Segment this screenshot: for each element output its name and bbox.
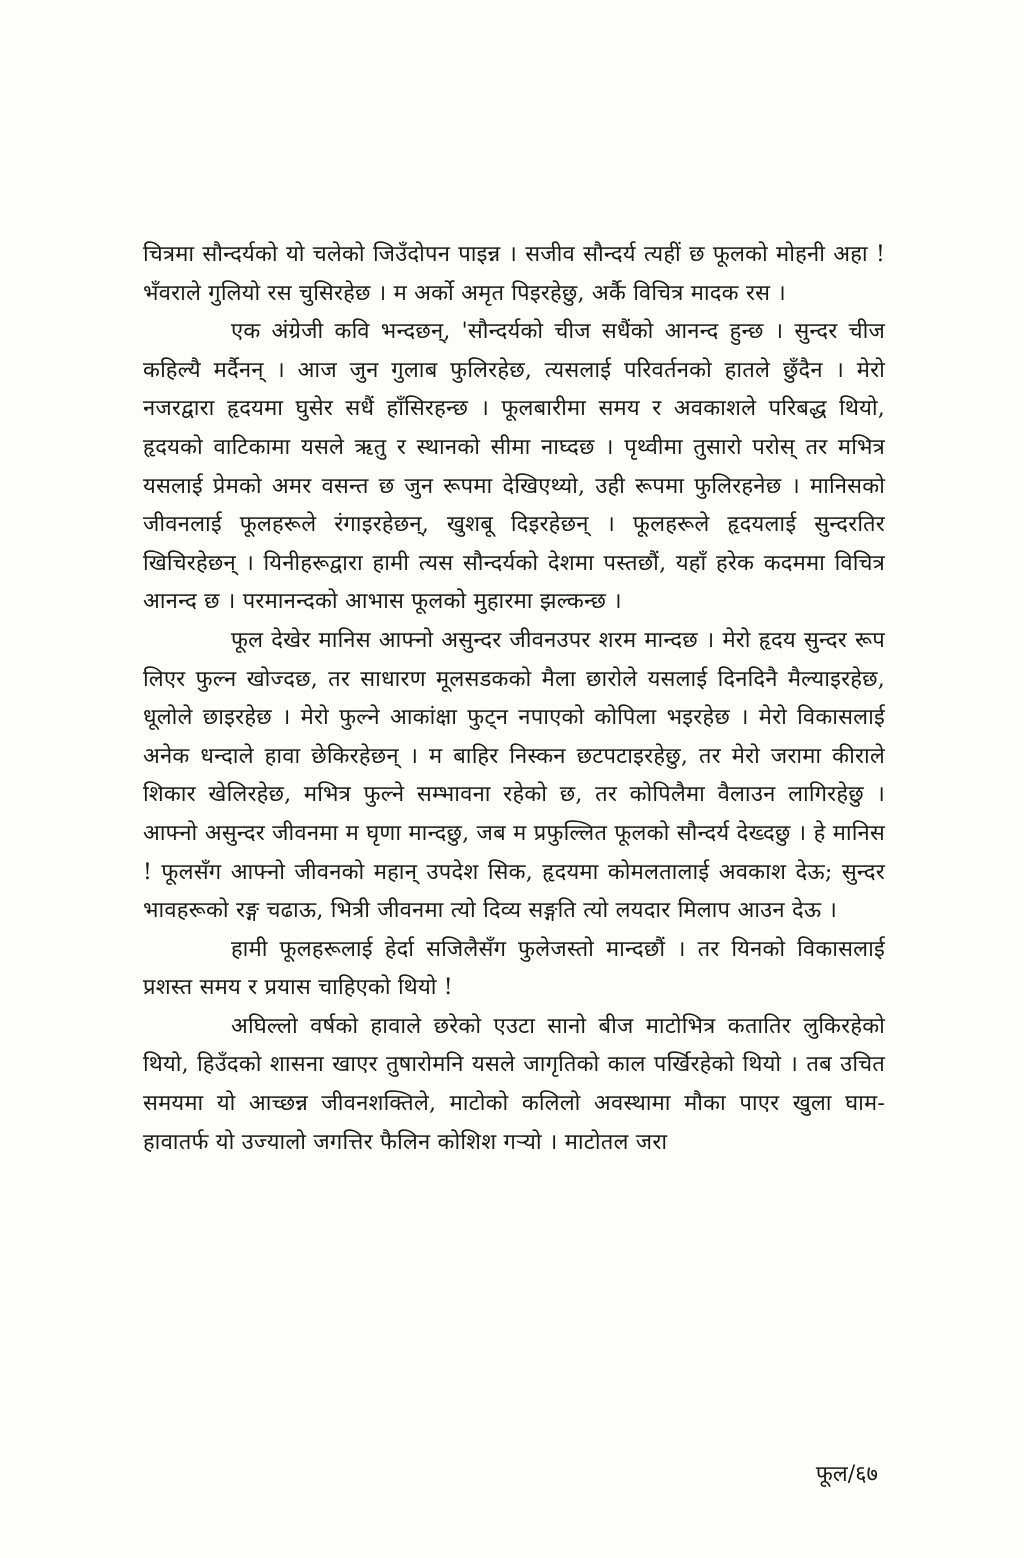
paragraph-3: फूल देखेर मानिस आफ्नो असुन्दर जीवनउपर शरम मान्दछ । मेरो हृदय सुन्दर रूप लिएर फुल्न खोज्दछ, तर साधारण मूलसडकको मैला छारोले यसलाई दिनदिनै मैल्याइरहेछ, धूलोले छाइरहेछ । मेरो फुल्ने आकांक्षा फुट्न नपाएको कोपिला भइरहेछ । मेरो विकासलाई अनेक धन्दाले हावा छेकिरहेछन् । म बाहिर निस्कन छटपटाइरहेछु, तर मेरो जरामा कीराले शिकार खेलिरहेछ, मभित्र फुल्ने सम्भावना रहेको छ, तर कोपिलैमा वैलाउन लागिरहेछु । आफ्नो असुन्दर जीवनमा म घृणा मान्दछु, जब म प्रफुल्लित फूलको सौन्दर्य देख्दछु । हे मानिस ! फूलसँग आफ्नो जीवनको महान् उपदेश सिक, हृदयमा कोमलतालाई अवकाश देऊ; सुन्दर भावहरूको रङ्ग चढाऊ, भित्री जीवनमा त्यो दिव्य सङ्गति त्यो लयदार मिलाप आउन देऊ ।: [143, 627, 885, 924]
body-text: [143, 236, 885, 1162]
paragraph-5: अघिल्लो वर्षको हावाले छरेको एउटा सानो बीज माटोभित्र कतातिर लुकिरहेको थियो, हिउँदको शासना खाएर तुषारोमनि यसले जागृतिको काल पर्खिरहेको थियो । तब उचित समयमा यो आच्छन्न जीवनशक्तिले, माटोको कलिलो अवस्थामा मौका पाएर खुला घाम-हावातर्फ यो उज्यालो जगत्तिर फैलिन कोशिश गर्‍यो । माटोतल जरा: [143, 1013, 885, 1155]
page-folio: फूल/६७: [815, 1462, 878, 1487]
paragraph-1: चित्रमा सौन्दर्यको यो चलेको जिउँदोपन पाइन्न । सजीव सौन्दर्य त्यहीं छ फूलको मोहनी अहा ! भँवराले गुलियो रस चुसिरहेछ । म अर्को अमृत पिइरहेछु, अर्कै विचित्र मादक रस ।: [143, 242, 885, 306]
paragraph-4: हामी फूलहरूलाई हेर्दा सजिलैसँग फुलेजस्तो मान्दछौं । तर यिनको विकासलाई प्रशस्त समय र प्रयास चाहिएको थियो !: [143, 936, 885, 1001]
paragraph-2: एक अंग्रेजी कवि भन्दछन्, 'सौन्दर्यको चीज सधैंको आनन्द हुन्छ । सुन्दर चीज कहिल्यै मर्दैनन् । आज जुन गुलाब फुलिरहेछ, त्यसलाई परिवर्तनको हातले छुँदैन । मेरो नजरद्वारा हृदयमा घुसेर सधैं हाँसिरहन्छ । फूलबारीमा समय र अवकाशले परिबद्ध थियो, हृदयको वाटिकामा यसले ऋतु र स्थानको सीमा नाघ्दछ । पृथ्वीमा तुसारो परोस् तर मभित्र यसलाई प्रेमको अमर वसन्त छ जुन रूपमा देखिएथ्यो, उही रूपमा फुलिरहनेछ । मानिसको जीवनलाई फूलहरूले रंगाइरहेछन्, खुशबू दिइरहेछन् । फूलहरूले हृदयलाई सुन्दरतिर खिचिरहेछन् । यिनीहरूद्वारा हामी त्यस सौन्दर्यको देशमा पस्तछौं, यहाँ हरेक कदममा विचित्र आनन्द छ । परमानन्दको आभास फूलको मुहारमा झल्कन्छ ।: [143, 319, 885, 615]
